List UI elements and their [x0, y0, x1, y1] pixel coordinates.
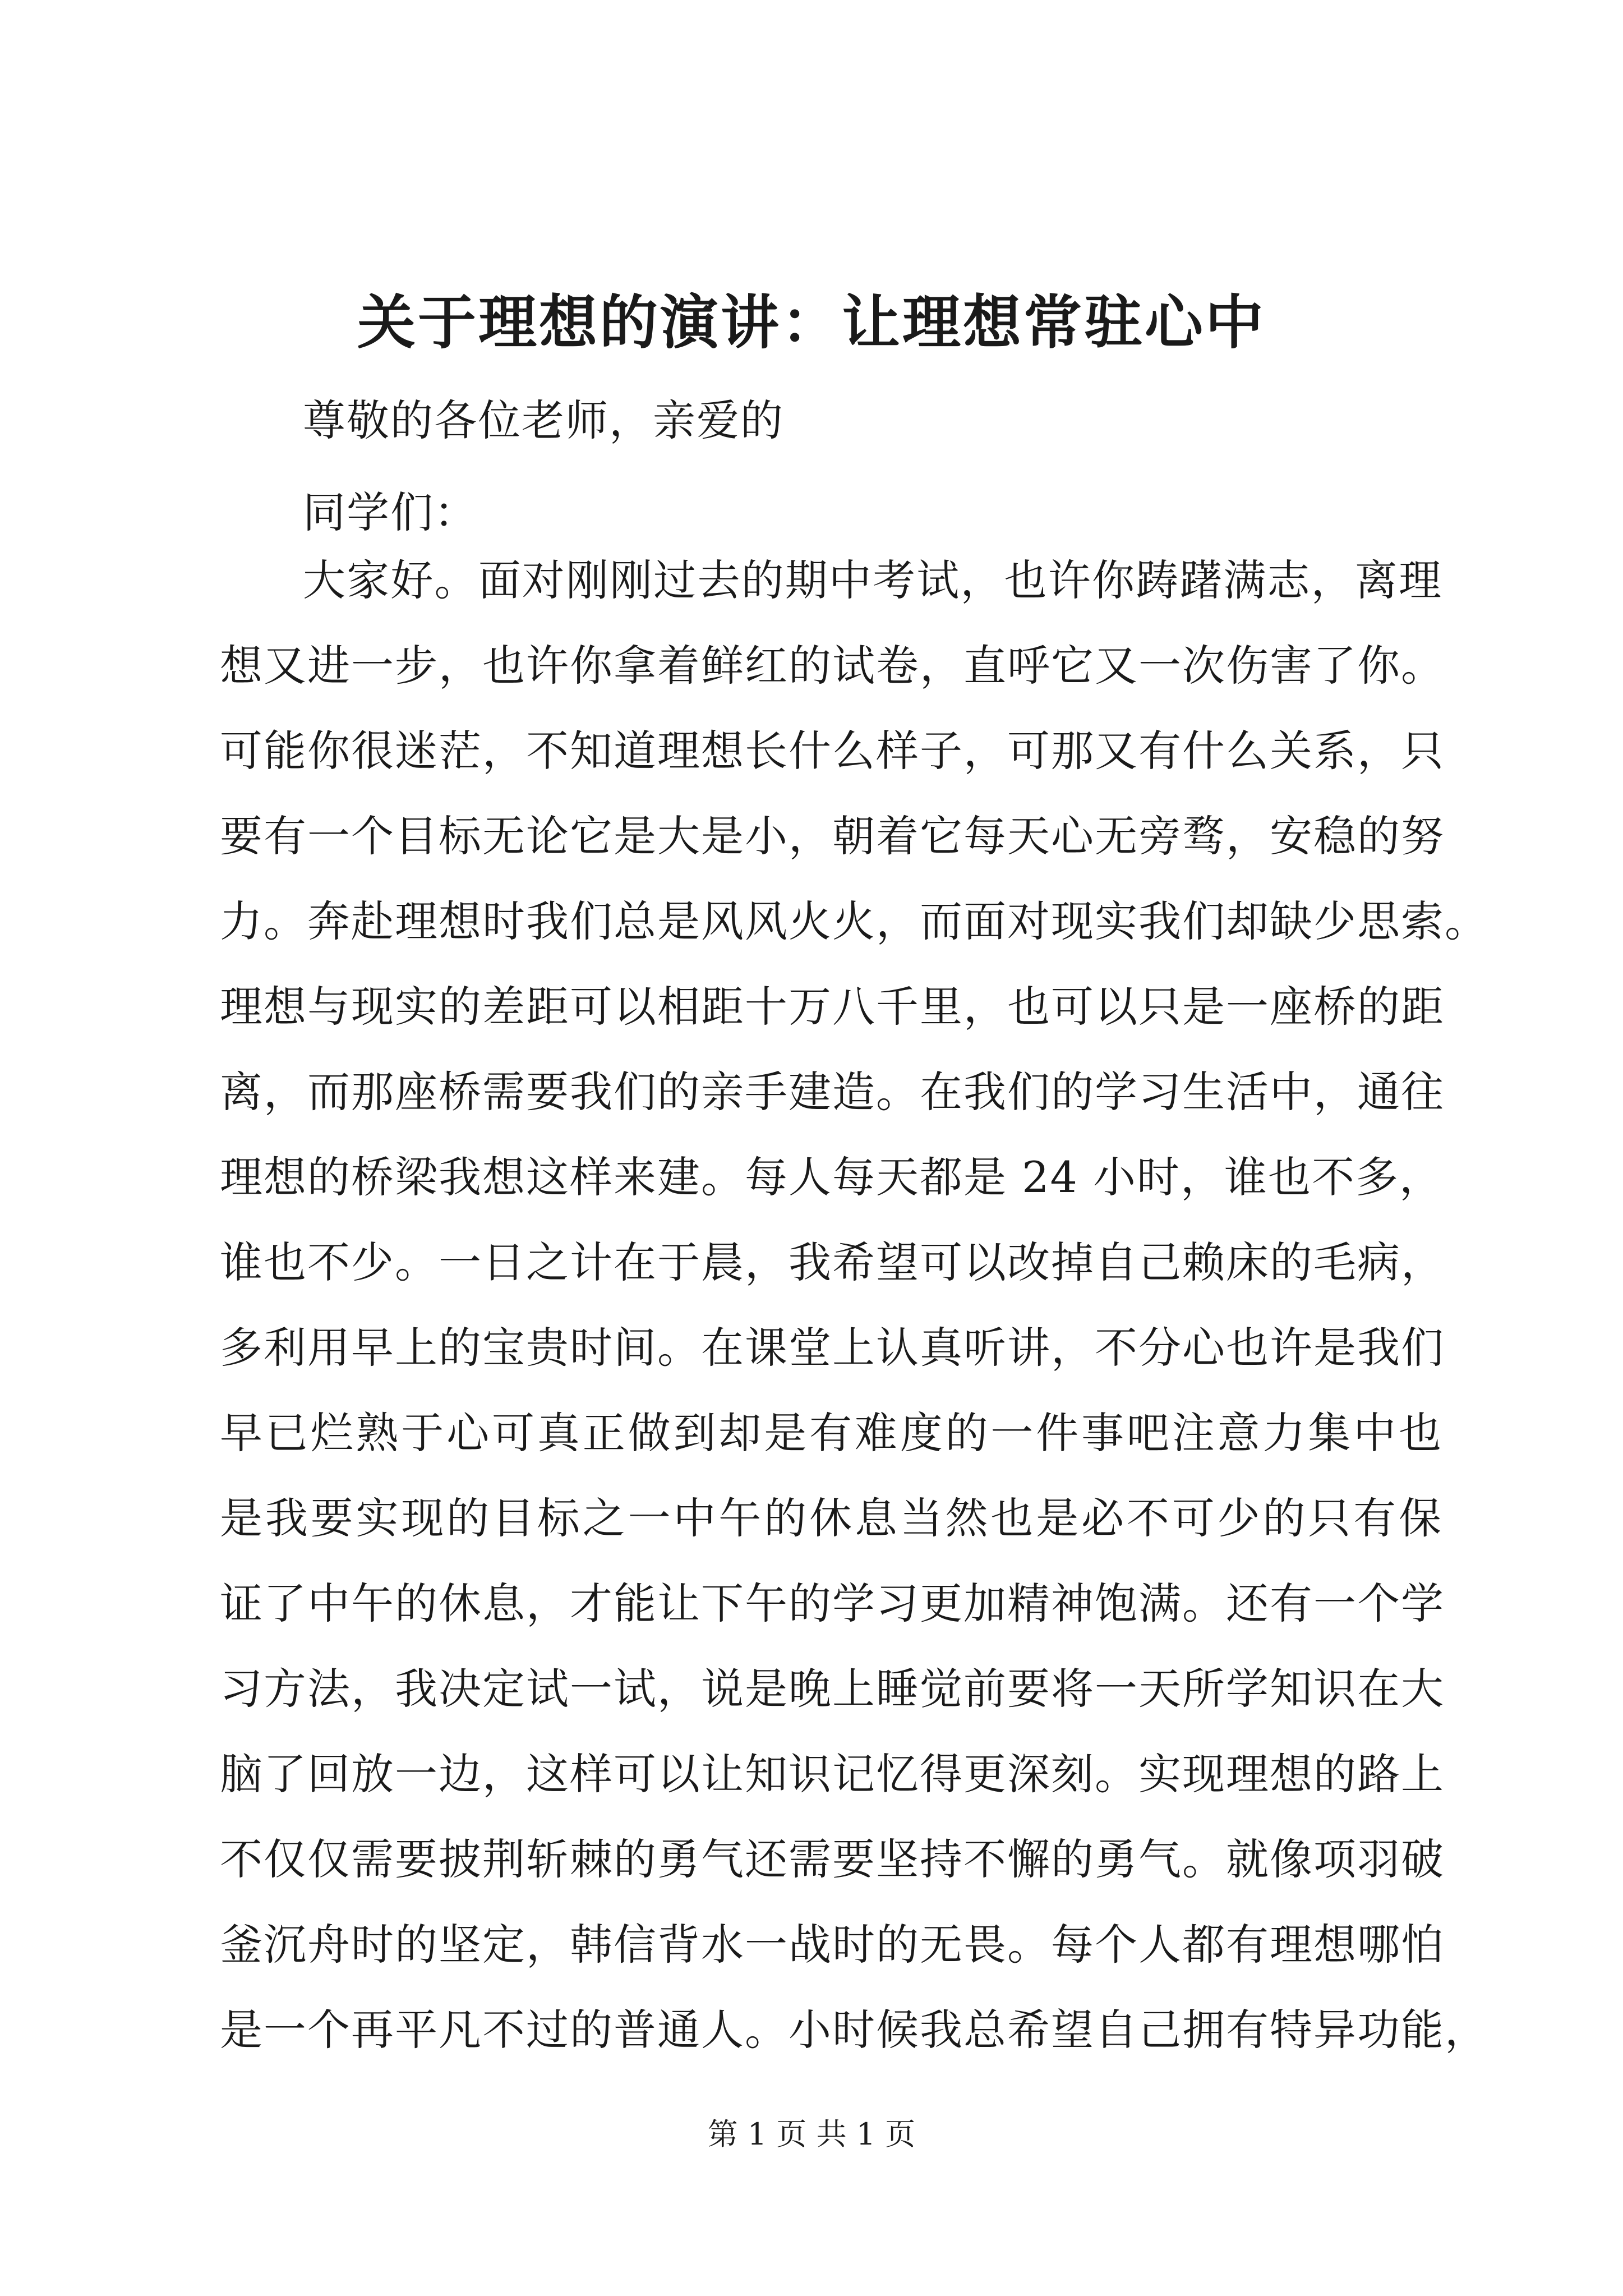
body-line: 理想的桥梁我想这样来建。每人每天都是 24 小时，谁也不多， [220, 1152, 1444, 1202]
body-line: 大家好。面对刚刚过去的期中考试，也许你踌躇满志，离理 [303, 555, 1442, 605]
body-line: 脑了回放一边，这样可以让知识记忆得更深刻。实现理想的路上 [220, 1749, 1445, 1799]
body-line: 习方法，我决定试一试，说是晚上睡觉前要将一天所学知识在大 [220, 1664, 1445, 1714]
body-line: 理想与现实的差距可以相距十万八千里，也可以只是一座桥的距 [220, 982, 1445, 1032]
body-line: 要有一个目标无论它是大是小，朝着它每天心无旁骛，安稳的努 [220, 811, 1445, 861]
body-line: 釜沉舟时的坚定，韩信背水一战时的无畏。每个人都有理想哪怕 [220, 1920, 1445, 1970]
body-line: 可能你很迷茫，不知道理想长什么样子，可那又有什么关系，只 [220, 726, 1445, 776]
salutation-line-1: 尊敬的各位老师，亲爱的 [303, 395, 784, 445]
salutation-line-2: 同学们： [303, 487, 478, 537]
document-title: 关于理想的演讲：让理想常驻心中 [357, 288, 1266, 357]
page-footer: 第 1 页 共 1 页 [707, 2116, 916, 2152]
body-line: 是我要实现的目标之一中午的休息当然也是必不可少的只有保 [220, 1493, 1442, 1543]
body-line: 谁也不少。一日之计在于晨，我希望可以改掉自己赖床的毛病， [220, 1237, 1445, 1287]
body-line: 是一个再平凡不过的普通人。小时候我总希望自己拥有特异功能， [220, 2005, 1488, 2055]
body-line: 想又进一步，也许你拿着鲜红的试卷，直呼它又一次伤害了你。 [220, 641, 1445, 691]
body-line: 不仅仅需要披荆斩棘的勇气还需要坚持不懈的勇气。就像项羽破 [220, 1834, 1445, 1884]
body-line: 多利用早上的宝贵时间。在课堂上认真听讲，不分心也许是我们 [220, 1323, 1445, 1373]
body-line: 证了中午的休息，才能让下午的学习更加精神饱满。还有一个学 [220, 1579, 1445, 1628]
body-line: 离，而那座桥需要我们的亲手建造。在我们的学习生活中，通往 [220, 1067, 1445, 1117]
body-line: 早已烂熟于心可真正做到却是有难度的一件事吧注意力集中也 [220, 1408, 1442, 1458]
body-line: 力。奔赴理想时我们总是风风火火，而面对现实我们却缺少思索。 [220, 896, 1488, 946]
